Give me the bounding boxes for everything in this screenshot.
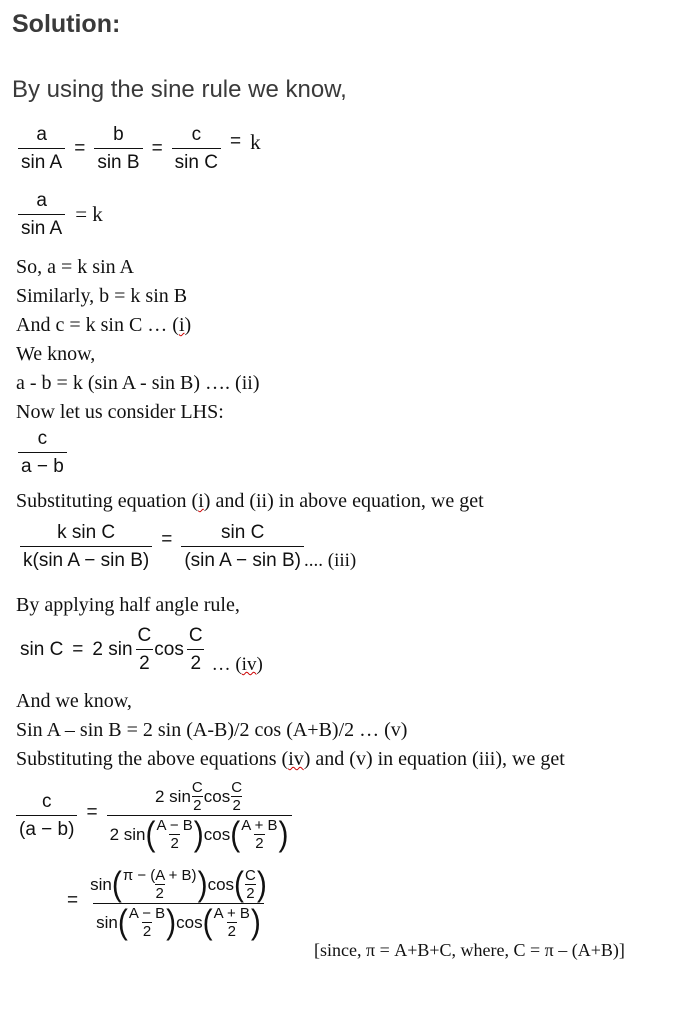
line-a-minus-b: a - b = k (sin A - sin B) …. (ii) — [16, 372, 260, 394]
fraction-c-over-a-minus-b — [18, 428, 67, 478]
right-paren: ) — [197, 864, 208, 903]
equals-sign: = — [74, 138, 86, 159]
text: i — [178, 314, 185, 336]
line-and-we-know: And we know, — [16, 690, 132, 712]
constant-k: k — [250, 129, 261, 154]
numerator: C — [231, 779, 243, 796]
solution-heading: Solution: — [12, 10, 121, 38]
line-substituting-2 — [16, 748, 565, 771]
sin: sin — [90, 874, 112, 894]
numerator: b — [113, 124, 124, 145]
denominator: (a − b) — [16, 815, 77, 841]
line-now-lhs: Now let us consider LHS: — [16, 401, 224, 423]
denominator: 2 — [155, 885, 164, 902]
denominator: k(sin A − sin B) — [20, 546, 152, 572]
equation-tag: .... (iii) — [304, 550, 357, 571]
denominator: 2 — [193, 797, 202, 814]
right-paren: ) — [278, 814, 289, 853]
denominator — [107, 815, 292, 851]
cos: cos — [176, 912, 203, 932]
two-sin: 2 sin — [155, 786, 191, 806]
fraction-ksinC — [20, 522, 152, 572]
line-similarly: Similarly, b = k sin B — [16, 285, 188, 307]
denominator: 2 — [142, 923, 152, 940]
since-note: [since, π = A+B+C, where, C = π – (A+B)] — [314, 940, 625, 960]
fraction-C-over-2 — [135, 625, 155, 675]
left-paren: ( — [230, 814, 241, 853]
numerator: C — [245, 867, 256, 884]
sine-rule-equation — [18, 124, 261, 174]
equation-tag — [206, 654, 263, 676]
fraction-A-minus-B-over-2 — [128, 906, 166, 939]
equals-sign: = — [67, 889, 79, 911]
two-sin: 2 sin — [92, 639, 133, 660]
denominator: 2 — [187, 649, 204, 675]
fraction-a-sinA — [18, 190, 65, 240]
line-substituting-1 — [16, 490, 484, 513]
denominator: sin A — [18, 148, 65, 174]
right-paren: ) — [166, 902, 177, 941]
line-we-know: We know, — [16, 343, 96, 365]
denominator: 2 — [136, 649, 153, 675]
denominator: 2 — [232, 797, 241, 814]
right-paren: ) — [193, 814, 204, 853]
numerator: sin C — [221, 522, 265, 543]
left-paren: ( — [111, 864, 122, 903]
line-half-angle: By applying half angle rule, — [16, 594, 240, 616]
fraction-c-over-a-minus-b — [16, 791, 77, 841]
a-over-sinA-equation — [18, 190, 103, 240]
text: And c = k sin C … ( — [16, 314, 179, 336]
numerator: C — [191, 779, 203, 796]
line-so: So, a = k sin A — [16, 256, 134, 278]
equals-sign: = — [151, 138, 163, 159]
cos: cos — [207, 874, 235, 894]
numerator: C — [137, 625, 152, 646]
text: Substituting equation ( — [16, 490, 199, 512]
sin: sin — [96, 912, 118, 932]
left-paren: ( — [234, 864, 245, 903]
equals-sign: = — [72, 639, 84, 660]
text: … ( — [211, 654, 242, 675]
equals-sign: = — [161, 529, 173, 550]
left-paren: ( — [117, 902, 128, 941]
denominator: 2 — [170, 835, 179, 852]
numerator: c — [37, 428, 48, 449]
cos: cos — [203, 824, 231, 844]
numerator: a — [36, 190, 47, 211]
fraction-a-sinA — [18, 124, 65, 174]
fraction-A-plus-B-over-2 — [213, 906, 251, 939]
fraction-C-over-2 — [230, 780, 243, 813]
numerator: a — [36, 124, 47, 145]
text: i — [198, 490, 204, 512]
left-paren: ( — [145, 814, 156, 853]
right-paren: ) — [250, 902, 261, 941]
two-sin: 2 sin — [109, 824, 146, 844]
text: iv — [288, 748, 304, 770]
final-equation-line-1 — [16, 780, 292, 851]
text: ) and (ii) in above equation, we get — [203, 490, 484, 512]
numerator: A + B — [213, 905, 250, 922]
final-equation-line-2 — [58, 864, 270, 941]
denominator: (sin A − sin B) — [181, 546, 304, 572]
right-paren: ) — [256, 864, 267, 903]
denominator: 2 — [246, 885, 255, 902]
big-fraction-1 — [107, 780, 292, 851]
text: ) — [256, 654, 263, 675]
lhs-fraction — [18, 428, 67, 478]
equals-sign: = — [86, 801, 98, 823]
denominator: a − b — [18, 452, 67, 478]
left-paren: ( — [202, 902, 213, 941]
fraction-C-over-2 — [244, 868, 257, 901]
intro-text: By using the sine rule we know, — [12, 76, 347, 103]
denominator: 2 — [227, 923, 236, 940]
numerator — [152, 780, 246, 815]
fraction-c-sinC — [172, 124, 221, 174]
cos: cos — [154, 639, 184, 660]
numerator: π − (A + B) — [122, 867, 197, 884]
equation-iii — [20, 522, 356, 572]
equation-iv — [20, 624, 263, 676]
text: Substituting the above equations ( — [16, 748, 289, 770]
fraction-sinC — [181, 522, 304, 572]
text: ) and (v) in equation (iii), we get — [303, 748, 565, 770]
denominator: sin B — [94, 148, 142, 174]
fraction-A-plus-B-over-2 — [240, 818, 278, 851]
equals-sign: = — [229, 131, 242, 152]
fraction-b-sinB — [94, 124, 142, 174]
denominator: 2 — [255, 835, 264, 852]
numerator: k sin C — [57, 522, 116, 543]
fraction-A-minus-B-over-2 — [155, 818, 193, 851]
denominator — [93, 903, 264, 939]
denominator: sin A — [18, 214, 65, 240]
fraction-pi-minus-A-plus-B-over-2 — [122, 868, 198, 901]
numerator: c — [41, 790, 52, 812]
numerator: A − B — [156, 817, 193, 834]
fraction-C-over-2 — [186, 625, 206, 675]
numerator: c — [191, 124, 202, 145]
line-sin-difference: Sin A – sin B = 2 sin (A-B)/2 cos (A+B)/2 … (v) — [16, 719, 408, 741]
big-fraction-2 — [87, 864, 270, 941]
lhs: sin C — [20, 639, 64, 660]
numerator: A + B — [241, 817, 278, 834]
cos: cos — [203, 786, 231, 806]
numerator: C — [188, 625, 203, 646]
equals-k: = k — [75, 201, 103, 226]
numerator: A − B — [128, 905, 166, 922]
numerator — [87, 864, 270, 903]
fraction-C-over-2 — [191, 780, 204, 813]
text: iv — [241, 654, 257, 675]
denominator: sin C — [172, 148, 221, 174]
line-and-c — [16, 314, 191, 337]
text: ) — [184, 314, 192, 336]
